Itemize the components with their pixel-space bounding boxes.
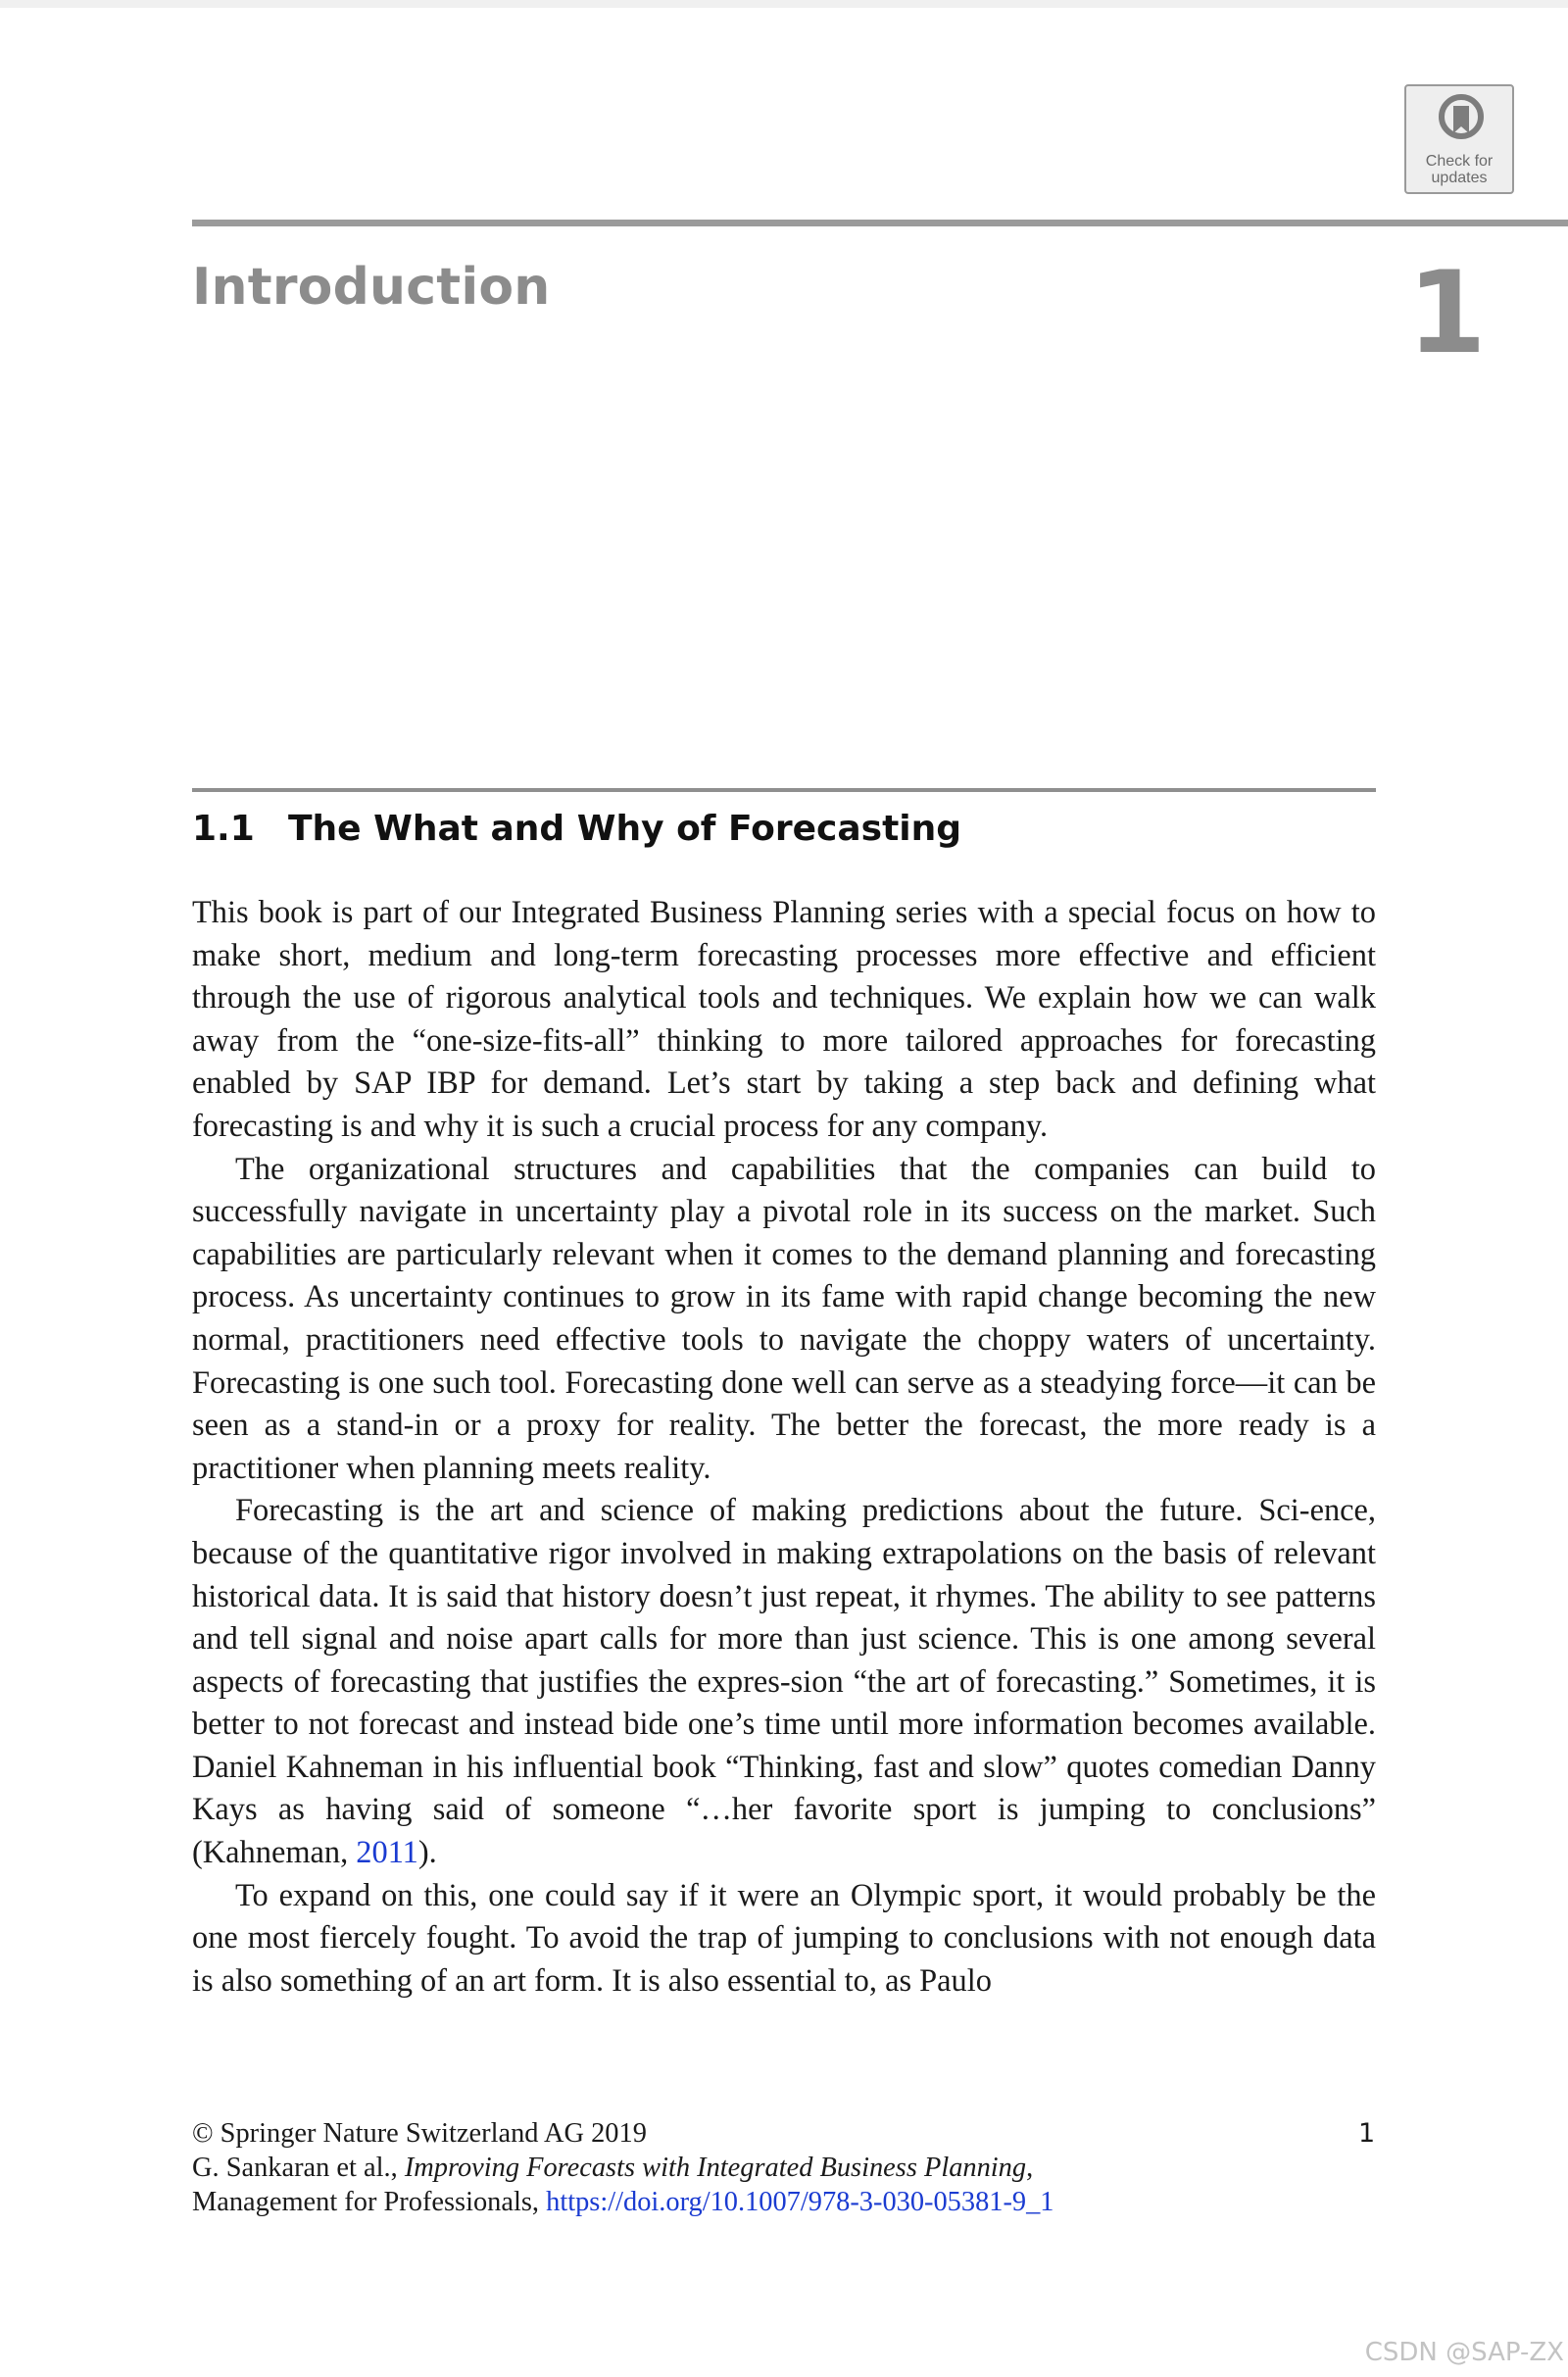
badge-label	[1406, 153, 1512, 186]
badge-label-line2: updates	[1431, 170, 1488, 186]
chapter-rule	[192, 220, 1568, 226]
footer-copyright: © Springer Nature Switzerland AG 2019	[192, 2118, 647, 2149]
badge-label-line1: Check for	[1425, 153, 1494, 170]
paragraph-3-text: Forecasting is the art and science of making predictions about the future. Sci-ence, because of the quantitative rigor involved in making extrapolations on the basis of relevant historical data. It is said that history doesn’t just repeat, it rhymes. The ability to see patterns and tell signal and noise apart calls for more than just science. This is one among several aspects of forecasting that justifies the expres-sion “the art of forecasting.” Sometimes, it is better to not forecast and instead bide one’s time until more information becomes available. Daniel Kahneman in his influential book “Thinking, fast and slow” quotes comedian Danny Kays as having said of someone “…her favorite sport is jumping to conclusions” (Kahneman,	[192, 1493, 1376, 1871]
body-text	[192, 892, 1376, 2003]
citation-tail: ).	[417, 1835, 437, 1871]
footer-authors: G. Sankaran et al.,	[192, 2153, 398, 2183]
footer-series-line	[192, 2185, 1376, 2219]
paragraph-1: This book is part of our Integrated Business Planning series with a special focus on how to make short, medium and long-term forecasting processes more effective and efficient through the use of rigorous analytical tools and techniques. We explain how we can walk away from the “one-size-fits-all” thinking to more tailored approaches for forecasting enabled by SAP IBP for demand. Let’s start by taking a step back and defining what forecasting is and why it is such a crucial process for any company.	[192, 895, 1376, 1144]
doi-link[interactable]: https://doi.org/10.1007/978-3-030-05381-9_1	[546, 2187, 1054, 2217]
footer-citation-line	[192, 2151, 1376, 2185]
top-shade	[0, 0, 1568, 8]
chapter-title: Introduction	[192, 258, 551, 317]
section-number: 1.1	[192, 809, 255, 849]
check-for-updates-badge[interactable]	[1404, 84, 1514, 194]
footer-book-title: Improving Forecasts with Integrated Business Planning	[404, 2153, 1027, 2183]
section-rule	[192, 788, 1376, 792]
paragraph-2: The organizational structures and capabilities that the companies can build to successfully navigate in uncertainty play a pivotal role in its success on the market. Such capabilities are particularly relevant when it comes to the demand planning and forecasting process. As uncertainty continues to grow in its fame with rapid change becoming the new normal, practitioners need effective tools to navigate the choppy waters of uncertainty. Forecasting is one such tool. Forecasting done well can serve as a steadying force—it can be seen as a stand-in or a proxy for reality. The better the forecast, the more ready is a practitioner when planning meets reality.	[192, 1151, 1376, 1486]
paragraph-3	[192, 1490, 1376, 1874]
chapter-number: 1	[1407, 247, 1487, 379]
footer-comma: ,	[1026, 2153, 1034, 2183]
page-number: 1	[1358, 2118, 1376, 2149]
paragraph-4: To expand on this, one could say if it were an Olympic sport, it would probably be the one most fiercely fought. To avoid the trap of jumping to conclusions with not enough data is also something of an art form. It is also essential to, as Paulo	[192, 1877, 1376, 1999]
watermark: CSDN @SAP-ZX	[1364, 2338, 1564, 2367]
section-heading	[192, 802, 961, 857]
section-title: The What and Why of Forecasting	[288, 809, 962, 849]
footer	[192, 2116, 1376, 2219]
citation-link-kahneman-2011[interactable]: 2011	[356, 1835, 418, 1871]
footer-series: Management for Professionals,	[192, 2187, 540, 2217]
update-check-icon	[1439, 94, 1484, 143]
